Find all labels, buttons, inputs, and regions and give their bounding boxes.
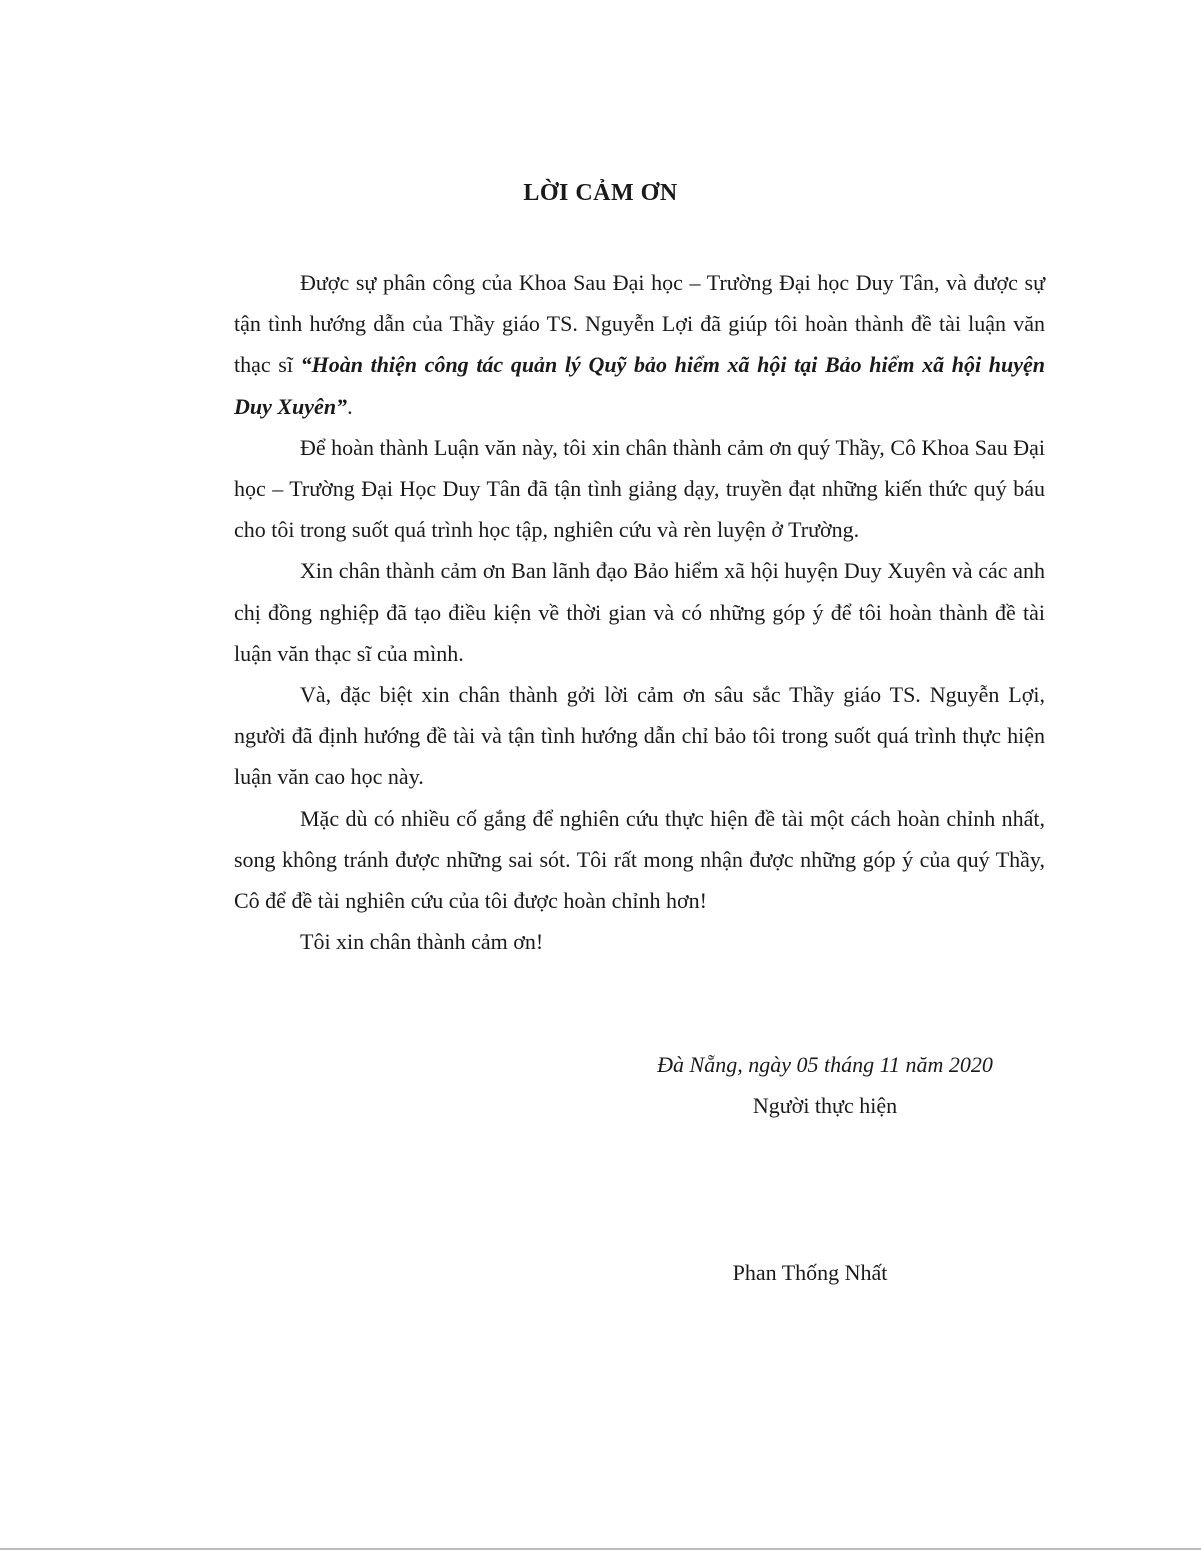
paragraph-6: Tôi xin chân thành cảm ơn!: [300, 929, 544, 955]
paragraph-2: Để hoàn thành Luận văn này, tôi xin chân thành cảm ơn quý Thầy, Cô Khoa Sau Đại học – Trường Đại Học Duy Tân đã tận tình giảng dạy, truyền đạt những kiến thức quý báu cho tôi trong suốt quá trình học tập, nghiên cứu và rèn luyện ở Trường.: [234, 434, 1045, 543]
page-title: LỜI CẢM ƠN: [523, 180, 678, 206]
paragraph-5: Mặc dù có nhiều cố gắng để nghiên cứu thực hiện đề tài một cách hoàn chỉnh nhất, song không tránh được những sai sót. Tôi rất mong nhận được những góp ý của quý Thầy, Cô để đề tài nghiên cứu của tôi được hoàn chỉnh hơn!: [234, 805, 1045, 914]
signer-name: Phan Thống Nhất: [732, 1260, 888, 1285]
paragraph-1-tail: .: [347, 393, 353, 419]
paragraph-1: [234, 262, 1045, 427]
signer-role: Người thực hiện: [752, 1093, 898, 1118]
acknowledgement-body: [234, 262, 1045, 962]
paragraph-1-lead: Được sự phân công của Khoa Sau Đại học – Trường Đại học Duy Tân, và được sự tận tình hướng dẫn của Thầy giáo TS. Nguyễn Lợi đã giúp tôi hoàn thành đề tài luận văn thạc sĩ: [234, 270, 1045, 378]
thesis-title: “Hoàn thiện công tác quản lý Quỹ bảo hiểm xã hội tại Bảo hiểm xã hội huyện Duy Xuyên”: [234, 352, 1045, 419]
place-date: Đà Nẵng, ngày 05 tháng 11 năm 2020: [657, 1052, 993, 1077]
paragraph-4: Và, đặc biệt xin chân thành gởi lời cảm ơn sâu sắc Thầy giáo TS. Nguyễn Lợi, người đã định hướng đề tài và tận tình hướng dẫn chỉ bảo tôi trong suốt quá trình thực hiện luận văn cao học này.: [234, 682, 1045, 790]
paragraph-3: Xin chân thành cảm ơn Ban lãnh đạo Bảo hiểm xã hội huyện Duy Xuyên và các anh chị đồng nghiệp đã tạo điều kiện về thời gian và có những góp ý để tôi hoàn thành đề tài luận văn thạc sĩ của mình.: [234, 558, 1045, 666]
bottom-divider: [0, 1548, 1201, 1550]
